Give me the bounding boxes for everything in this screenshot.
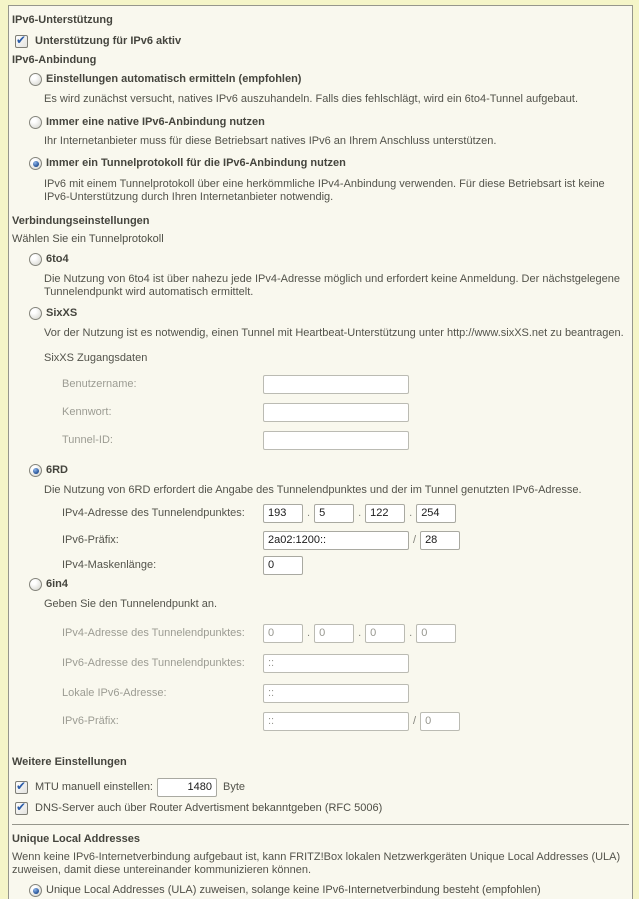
anbindung-native-row	[29, 116, 632, 129]
anbindung-native-radio[interactable]	[29, 116, 42, 129]
tunnel-protocol-subtitle: Wählen Sie ein Tunnelprotokoll	[12, 233, 164, 245]
6rd-ipv4-label: IPv4-Adresse des Tunnelendpunktes:	[62, 507, 245, 519]
protocol-sixxs-desc: Vor der Nutzung ist es notwendig, einen Tunnel mit Heartbeat-Unterstützung unter http://www.sixXS.net zu beantragen.	[44, 327, 624, 339]
check-icon: ✔	[16, 32, 27, 47]
protocol-6to4-row	[29, 253, 632, 266]
protocol-6in4-row	[29, 578, 632, 591]
6in4-octet-3-input	[365, 624, 405, 643]
sixxs-username-row	[62, 374, 632, 394]
6in4-prefixlen-input	[420, 712, 460, 731]
weitere-heading: Weitere Einstellungen	[12, 756, 127, 768]
dot-separator: .	[358, 627, 362, 639]
protocol-sixxs-label: SixXS	[46, 307, 78, 319]
sixxs-tunnelid-label: Tunnel-ID:	[62, 434, 113, 446]
sixxs-password-label: Kennwort:	[62, 406, 112, 418]
sixxs-password-row	[62, 402, 632, 422]
ula-heading: Unique Local Addresses	[12, 833, 140, 845]
check-icon: ✔	[16, 799, 27, 814]
slash-separator: /	[413, 534, 417, 546]
protocol-6in4-radio[interactable]	[29, 578, 42, 591]
settings-panel	[8, 5, 633, 899]
dns-label: DNS-Server auch über Router Advertisment bekanntgeben (RFC 5006)	[35, 801, 383, 814]
anbindung-native-desc: Ihr Internetanbieter muss für diese Betriebsart natives IPv6 an Ihrem Anschluss unterstützen.	[44, 135, 497, 147]
protocol-sixxs-radio[interactable]	[29, 307, 42, 320]
mtu-input[interactable]	[157, 778, 217, 797]
mtu-checkbox[interactable]	[15, 778, 28, 794]
sixxs-tunnelid-input	[263, 431, 409, 450]
anbindung-auto-row	[29, 73, 632, 86]
anbindung-tunnel-row	[29, 157, 632, 170]
anbindung-tunnel-label: Immer ein Tunnelprotokoll für die IPv6-Anbindung nutzen	[46, 157, 346, 169]
ula-paragraph: Wenn keine IPv6-Internetverbindung aufgebaut ist, kann FRITZ!Box lokalen Netzwerkgeräten Unique Local Addresses (ULA) zuweisen, damit diese untereinander kommunizieren können.	[12, 851, 621, 876]
6rd-masklen-row	[62, 555, 632, 575]
6in4-octet-4-input	[416, 624, 456, 643]
ipv6-active-label: Unterstützung für IPv6 aktiv	[35, 34, 182, 47]
ipv6-active-checkbox[interactable]	[15, 32, 28, 48]
anbindung-native-label: Immer eine native IPv6-Anbindung nutzen	[46, 116, 265, 128]
6in4-ipv6-row	[62, 653, 632, 673]
6in4-octet-2-input	[314, 624, 354, 643]
protocol-6to4-label: 6to4	[46, 253, 69, 265]
6in4-ipv6-input	[263, 654, 409, 673]
dot-separator: .	[307, 507, 311, 519]
protocol-sixxs-row	[29, 307, 632, 320]
6in4-ipv6-label: IPv6-Adresse des Tunnelendpunktes:	[62, 657, 245, 669]
mtu-label: MTU manuell einstellen:	[35, 780, 153, 793]
6in4-local-row	[62, 683, 632, 703]
dot-separator: .	[409, 507, 413, 519]
protocol-6to4-desc: Die Nutzung von 6to4 ist über nahezu jede IPv4-Adresse möglich und erfordert keine Anmeldung. Der nächstgelegene Tunnelendpunkt wird automatisch ermittelt.	[44, 273, 621, 298]
slash-separator: /	[413, 715, 417, 727]
dot-separator: .	[358, 507, 362, 519]
ipv6-support-heading: IPv6-Unterstützung	[12, 14, 113, 26]
6rd-prefix-label: IPv6-Präfix:	[62, 534, 119, 546]
section-divider	[12, 824, 629, 825]
mtu-unit-label: Byte	[223, 781, 246, 793]
6in4-ipv4-label: IPv4-Adresse des Tunnelendpunktes:	[62, 627, 245, 639]
sixxs-tunnelid-row	[62, 430, 632, 450]
anbindung-auto-radio[interactable]	[29, 73, 42, 86]
sixxs-credentials-label: SixXS Zugangsdaten	[44, 352, 148, 364]
sixxs-username-input	[263, 375, 409, 394]
6in4-local-input	[263, 684, 409, 703]
sixxs-password-input	[263, 403, 409, 422]
mtu-row	[15, 777, 632, 797]
6rd-prefixlen-input[interactable]	[420, 531, 460, 550]
6rd-prefix-input[interactable]	[263, 531, 409, 550]
dns-row	[15, 801, 632, 815]
dot-separator: .	[307, 627, 311, 639]
6rd-masklen-label: IPv4-Maskenlänge:	[62, 559, 157, 571]
ipv6-anbindung-heading: IPv6-Anbindung	[12, 54, 97, 66]
6in4-ipv4-row	[62, 623, 632, 643]
check-icon: ✔	[16, 778, 27, 793]
6rd-octet-4-input[interactable]	[416, 504, 456, 523]
ula-radio-label: Unique Local Addresses (ULA) zuweisen, solange keine IPv6-Internetverbindung besteht (empfohlen)	[46, 884, 541, 896]
6rd-octet-2-input[interactable]	[314, 504, 354, 523]
6in4-prefix-row	[62, 711, 632, 731]
6in4-local-label: Lokale IPv6-Adresse:	[62, 687, 167, 699]
protocol-6in4-label: 6in4	[46, 578, 69, 590]
6in4-octet-1-input	[263, 624, 303, 643]
protocol-6rd-radio[interactable]	[29, 464, 42, 477]
protocol-6rd-row	[29, 464, 632, 477]
6rd-ipv4-row	[62, 503, 632, 523]
verbindung-heading: Verbindungseinstellungen	[12, 215, 150, 227]
sixxs-username-label: Benutzername:	[62, 378, 137, 390]
6rd-masklen-input[interactable]	[263, 556, 303, 575]
anbindung-tunnel-radio[interactable]	[29, 157, 42, 170]
protocol-6rd-desc: Die Nutzung von 6RD erfordert die Angabe des Tunnelendpunktes und der im Tunnel genutzten IPv6-Adresse.	[44, 484, 582, 496]
6in4-prefix-label: IPv6-Präfix:	[62, 715, 119, 727]
dns-checkbox[interactable]	[15, 799, 28, 815]
dot-separator: .	[409, 627, 413, 639]
ipv6-active-row	[15, 34, 632, 48]
ula-radio[interactable]	[29, 884, 42, 897]
6in4-prefix-input	[263, 712, 409, 731]
6rd-octet-1-input[interactable]	[263, 504, 303, 523]
protocol-6in4-desc: Geben Sie den Tunnelendpunkt an.	[44, 598, 218, 610]
anbindung-auto-desc: Es wird zunächst versucht, natives IPv6 auszuhandeln. Falls dies fehlschlägt, wird ein 6to4-Tunnel aufgebaut.	[44, 93, 578, 105]
6rd-prefix-row	[62, 530, 632, 550]
protocol-6to4-radio[interactable]	[29, 253, 42, 266]
anbindung-auto-label: Einstellungen automatisch ermitteln (empfohlen)	[46, 73, 302, 85]
6rd-octet-3-input[interactable]	[365, 504, 405, 523]
ula-radio-row	[29, 884, 632, 897]
protocol-6rd-label: 6RD	[46, 464, 69, 476]
anbindung-tunnel-desc: IPv6 mit einem Tunnelprotokoll über eine herkömmliche IPv4-Anbindung verwenden. Für diese Betriebsart ist keine IPv6-Unterstützung durch Ihren Internetanbieter notwendig.	[44, 178, 605, 203]
